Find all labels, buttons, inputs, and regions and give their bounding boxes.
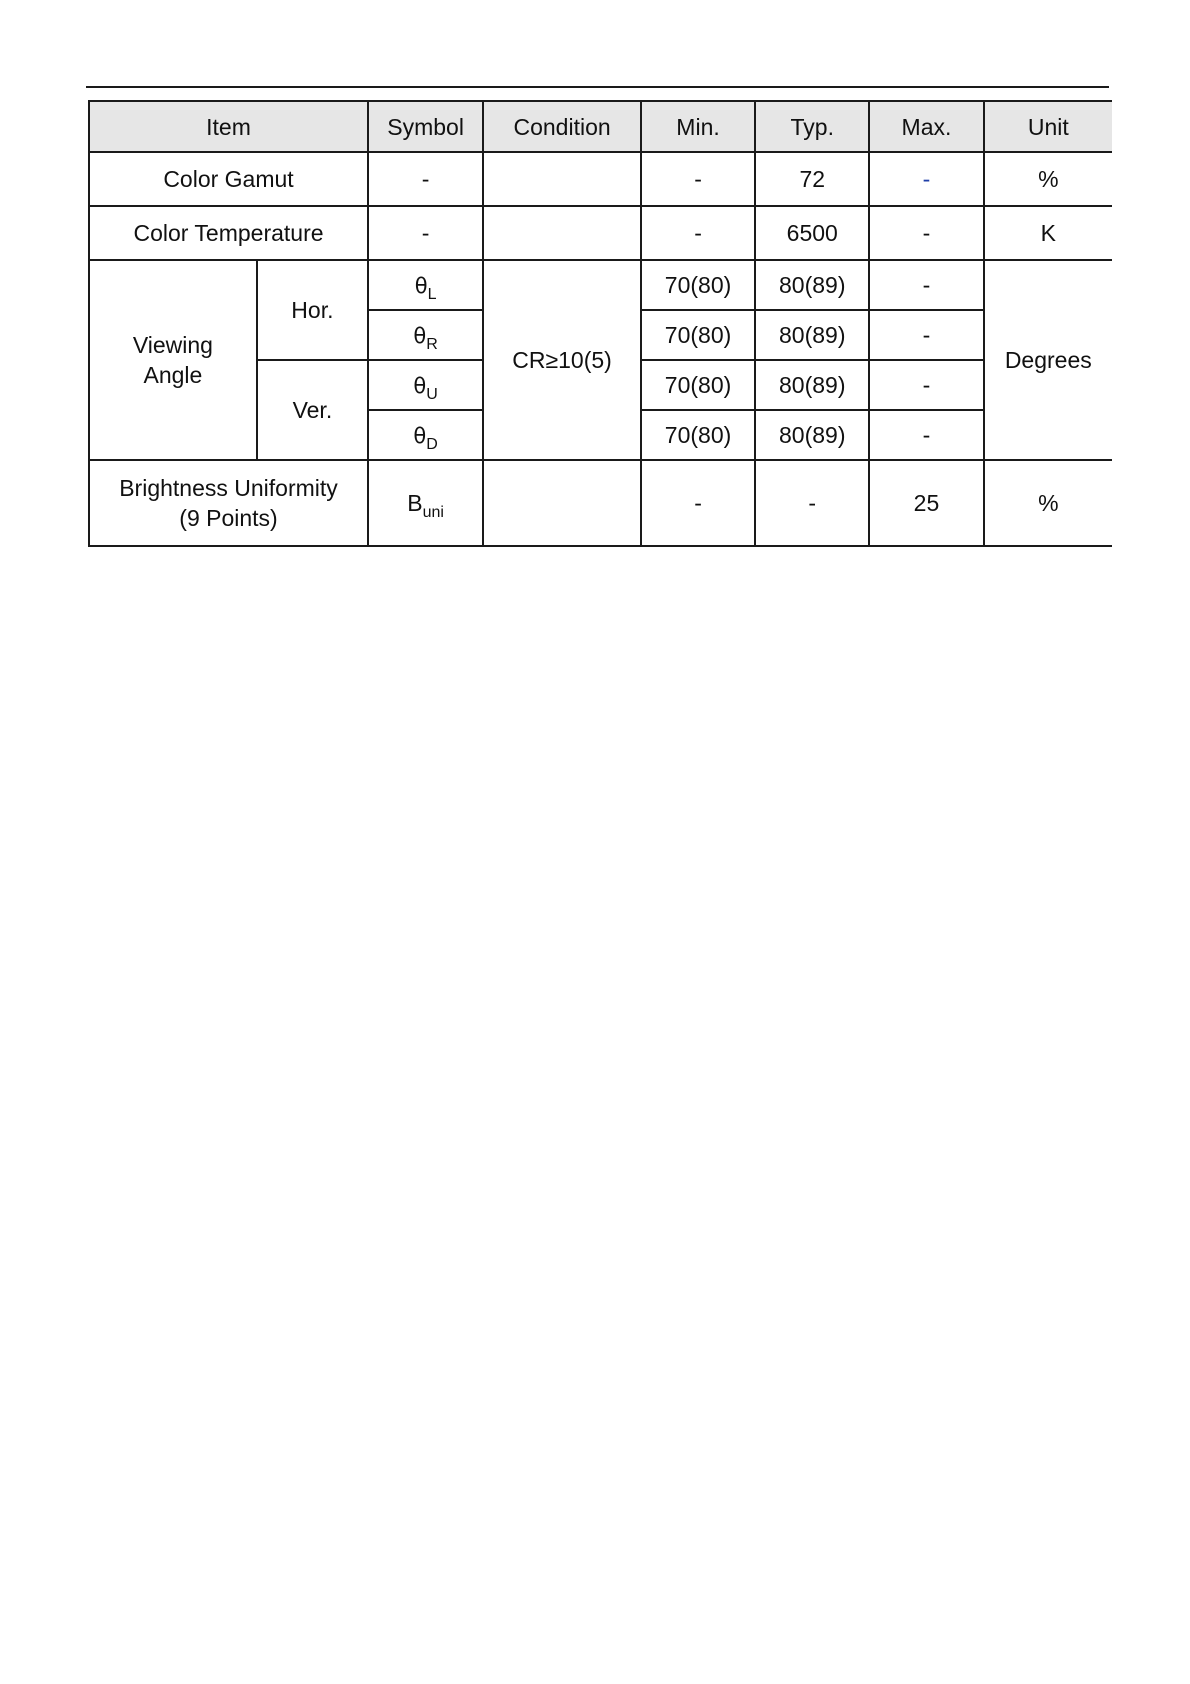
cell-max: - — [869, 360, 983, 410]
header-unit: Unit — [984, 101, 1112, 152]
table-row-color-temperature — [89, 206, 1112, 260]
cell-min: - — [641, 460, 755, 546]
cell-symbol — [368, 460, 483, 546]
cell-condition-viewing-angle: CR≥10(5) — [483, 260, 641, 460]
cell-item — [89, 460, 368, 546]
cell-symbol — [368, 410, 483, 460]
cell-max: - — [869, 410, 983, 460]
symbol-subscript: D — [426, 435, 438, 453]
cell-symbol: - — [368, 206, 483, 260]
header-condition: Condition — [483, 101, 641, 152]
header-row — [89, 101, 1112, 152]
cell-item: Color Temperature — [89, 206, 368, 260]
header-item: Item — [89, 101, 368, 152]
cell-hor-label: Hor. — [257, 260, 368, 360]
cell-condition — [483, 152, 641, 206]
cell-unit-viewing-angle: Degrees — [984, 260, 1112, 460]
cell-min: 70(80) — [641, 360, 755, 410]
symbol-subscript: R — [426, 335, 438, 353]
viewing-angle-line2: Angle — [143, 362, 203, 388]
cell-typ: - — [755, 460, 869, 546]
symbol-subscript: L — [427, 285, 437, 303]
cell-min: - — [641, 152, 755, 206]
cell-min: 70(80) — [641, 260, 755, 310]
cell-min: - — [641, 206, 755, 260]
cell-typ: 80(89) — [755, 260, 869, 310]
cell-typ: 72 — [755, 152, 869, 206]
table-row-viewing-angle-left — [89, 260, 1112, 310]
cell-max: - — [869, 206, 983, 260]
symbol-base: B — [407, 490, 423, 516]
header-min: Min. — [641, 101, 755, 152]
header-typ: Typ. — [755, 101, 869, 152]
cell-unit: % — [984, 152, 1112, 206]
symbol-subscript: uni — [422, 504, 444, 521]
cell-min: 70(80) — [641, 410, 755, 460]
cell-max: - — [869, 260, 983, 310]
cell-item: Color Gamut — [89, 152, 368, 206]
cell-typ: 6500 — [755, 206, 869, 260]
top-rule — [86, 86, 1109, 88]
cell-ver-label: Ver. — [257, 360, 368, 460]
cell-max: - — [869, 310, 983, 360]
cell-symbol — [368, 360, 483, 410]
cell-condition — [483, 460, 641, 546]
viewing-angle-line1: Viewing — [132, 332, 213, 358]
cell-min: 70(80) — [641, 310, 755, 360]
theta-symbol: θ — [414, 273, 428, 298]
cell-typ: 80(89) — [755, 360, 869, 410]
brightness-line2: (9 Points) — [179, 505, 278, 531]
brightness-line1: Brightness Uniformity — [119, 475, 338, 501]
table-row-brightness-uniformity — [89, 460, 1112, 546]
cell-unit: % — [984, 460, 1112, 546]
cell-unit: K — [984, 206, 1112, 260]
cell-typ: 80(89) — [755, 310, 869, 360]
cell-typ: 80(89) — [755, 410, 869, 460]
cell-symbol: - — [368, 152, 483, 206]
cell-item-viewing-angle — [89, 260, 257, 460]
cell-max: 25 — [869, 460, 983, 546]
optical-spec-table — [88, 100, 1112, 547]
header-symbol: Symbol — [368, 101, 483, 152]
cell-condition — [483, 206, 641, 260]
cell-symbol — [368, 310, 483, 360]
header-max: Max. — [869, 101, 983, 152]
theta-symbol: θ — [413, 323, 427, 348]
theta-symbol: θ — [413, 373, 427, 398]
symbol-subscript: U — [426, 385, 438, 403]
table-row-color-gamut — [89, 152, 1112, 206]
theta-symbol: θ — [413, 423, 427, 448]
cell-symbol — [368, 260, 483, 310]
cell-max: - — [869, 152, 983, 206]
